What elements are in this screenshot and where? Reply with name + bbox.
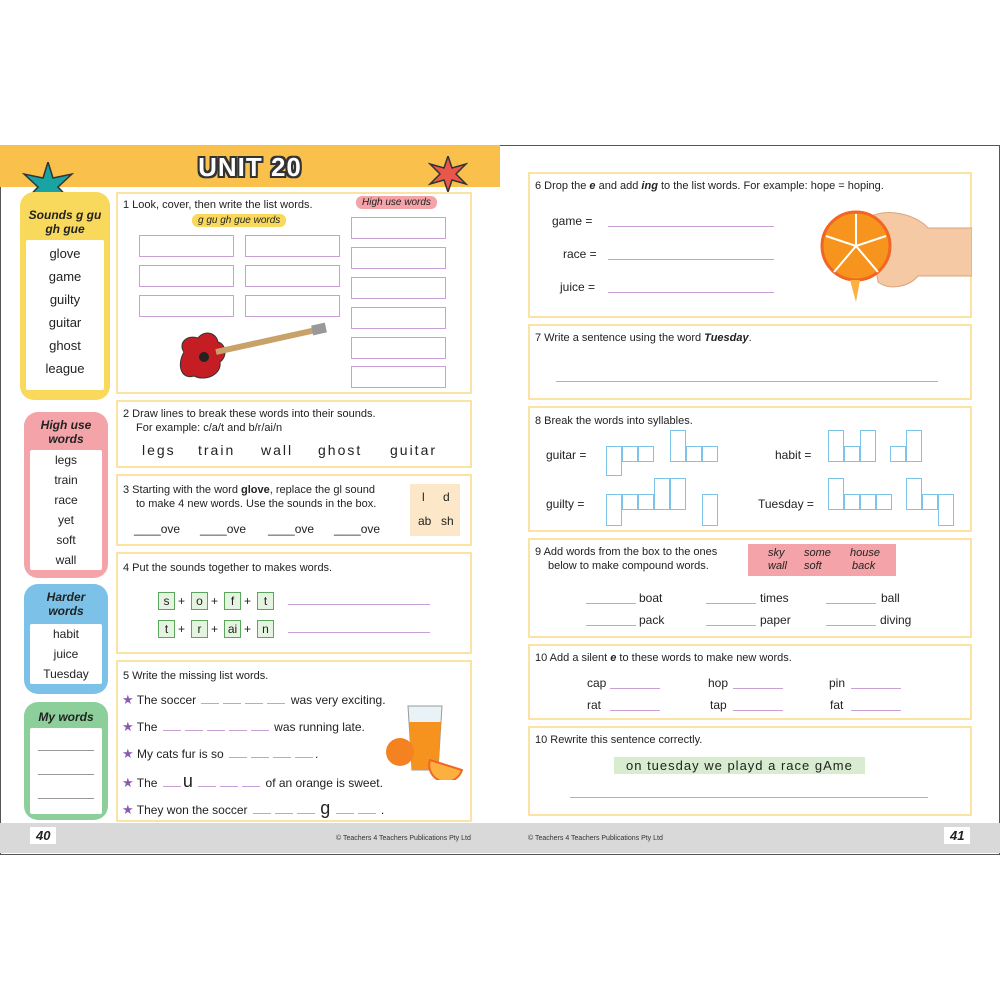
syllable-box[interactable] [606,446,622,476]
syllable-box[interactable] [844,446,860,462]
answer-line[interactable] [586,625,636,626]
syllable-box[interactable] [828,478,844,510]
q3-blank[interactable]: ____ove [200,522,247,536]
sound-tile: ai [224,620,241,638]
syllable-box[interactable] [702,494,718,526]
harder-panel [24,584,108,694]
syllable-box[interactable] [828,430,844,462]
syllable-box[interactable] [876,494,892,510]
syllable-box[interactable] [938,494,954,526]
red-star-icon [428,156,468,192]
q9-word: times [760,591,789,605]
q3-sound-box [410,484,460,536]
q8-word: guilty = [546,497,585,511]
q9-word: paper [760,613,791,627]
answer-box[interactable] [351,277,446,299]
sound-tile: n [257,620,274,638]
q10a-word: rat [587,698,602,712]
q6-word: game = [552,214,593,228]
list-item: guilty [49,292,81,307]
q8-word: habit = [775,448,812,462]
q3-sound: ab [418,514,432,528]
syllable-box[interactable] [686,446,702,462]
star-icon: ★ [122,719,134,734]
list-item: guitar [48,315,82,330]
q3-blank[interactable]: ____ove [268,522,315,536]
q10a-word: pin [829,676,846,690]
syllable-box[interactable] [670,478,686,510]
star-icon: ★ [122,746,134,761]
page-number-left: 40 [30,827,56,844]
star-icon: ★ [122,692,134,707]
answer-line[interactable] [608,259,774,260]
q5-sentence-2[interactable]: ★ The was running late. [122,719,365,734]
answer-line[interactable] [608,292,774,293]
answer-box[interactable] [139,295,234,317]
guitar-icon [176,322,328,388]
answer-line[interactable] [586,603,636,604]
q6-prompt: 6 Drop the e and add ing to the list words. For example: hope = hoping. [535,180,884,192]
syllable-box[interactable] [860,494,876,510]
plus-sign: + [178,622,186,636]
q5-sentence-3[interactable]: ★ My cats fur is so . [122,746,319,761]
q9-word: ball [881,591,900,605]
answer-box[interactable] [245,295,340,317]
plus-sign: + [178,594,186,608]
q8-word: Tuesday = [758,497,814,511]
answer-line[interactable] [706,603,756,604]
answer-line[interactable] [288,632,430,633]
high-use-heading: High use words [40,418,92,446]
q6-word: juice = [560,280,596,294]
q5-sentence-5[interactable]: ★ They won the soccer g . [122,798,385,818]
q2-example: For example: c/a/t and b/r/ai/n [136,422,283,434]
q7-prompt: 7 Write a sentence using the word Tuesday. [535,332,752,344]
answer-box[interactable] [351,307,446,329]
q1-prompt: 1 Look, cover, then write the list words. [123,199,313,211]
answer-line[interactable] [826,625,876,626]
q3-sound: sh [441,514,454,528]
answer-line[interactable] [826,603,876,604]
syllable-box[interactable] [654,478,670,510]
list-item: wall [55,553,77,567]
q2-word[interactable]: train [198,442,236,458]
list-item: ghost [49,338,81,353]
q10a-word: tap [710,698,727,712]
q10b-prompt: 10 Rewrite this sentence correctly. [535,734,703,746]
syllable-box[interactable] [890,446,906,462]
q10a-word: hop [708,676,729,690]
q3-sound: l [422,490,425,504]
answer-line[interactable] [608,226,774,227]
q9-prompt-line2: below to make compound words. [548,560,709,572]
harder-heading: Harder words [46,590,86,618]
q8-word: guitar = [546,448,587,462]
syllable-box[interactable] [638,446,654,462]
answer-box[interactable] [139,235,234,257]
sounds-heading: Sounds g gu gh gue [28,208,102,236]
q1-chip-high-use: High use words [356,196,437,209]
syllable-box[interactable] [922,494,938,510]
answer-line[interactable] [851,688,901,689]
q10a-word: cap [587,676,607,690]
q2-prompt: 2 Draw lines to break these words into their sounds. [123,408,376,420]
harder-list [30,624,102,684]
q10b-sentence: on tuesday we playd a race gAme [614,757,865,774]
footer-band [0,823,1000,853]
answer-line[interactable] [851,710,901,711]
high-use-list [30,450,102,570]
q5-prompt: 5 Write the missing list words. [123,670,269,682]
q8-prompt: 8 Break the words into syllables. [535,415,693,427]
q4-prompt: 4 Put the sounds together to makes words. [123,562,333,574]
q3-blank[interactable]: ____ove [134,522,181,536]
page-number-right: 41 [944,827,970,844]
syllable-box[interactable] [638,494,654,510]
q2-word[interactable]: wall [261,442,294,458]
plus-sign: + [211,594,219,608]
q9-word: diving [880,613,912,627]
sound-tile: r [191,620,208,638]
q9-word: pack [639,613,665,627]
sound-tile: t [158,620,175,638]
list-item: juice [53,647,79,661]
high-use-panel [24,412,108,578]
squeezed-orange-icon [808,198,972,310]
answer-box[interactable] [351,247,446,269]
answer-line[interactable] [733,688,783,689]
sounds-list [26,240,104,390]
syllable-box[interactable] [670,430,686,462]
answer-line[interactable] [610,688,660,689]
answer-line[interactable] [706,625,756,626]
sound-tile: f [224,592,241,610]
copyright-right: © Teachers 4 Teachers Publications Pty Ltd [528,835,663,842]
syllable-box[interactable] [844,494,860,510]
answer-line[interactable] [733,710,783,711]
unit-title: UNIT 20 [198,152,302,182]
answer-box[interactable] [351,217,446,239]
q9-box-word: house [850,547,880,559]
list-item: legs [54,453,77,467]
answer-line[interactable] [556,381,938,382]
sounds-panel [20,192,110,400]
q3-prompt-line2: to make 4 new words. Use the sounds in the box. [136,498,377,510]
sound-tile: o [191,592,208,610]
answer-box[interactable] [245,235,340,257]
list-item: soft [56,533,76,547]
list-item: Tuesday [43,667,89,681]
answer-box[interactable] [139,265,234,287]
sound-tile: t [257,592,274,610]
q2-word[interactable]: ghost [318,442,363,458]
my-words-list[interactable] [30,728,102,814]
q10a-prompt: 10 Add a silent e to these words to make new words. [535,652,792,664]
list-item: yet [57,513,74,527]
answer-box[interactable] [351,366,446,388]
plus-sign: + [244,622,252,636]
answer-line[interactable] [570,797,928,798]
sound-tile: s [158,592,175,610]
list-item: glove [49,246,81,261]
my-words-panel [24,702,108,820]
star-icon: ★ [122,802,134,817]
q3-blank[interactable]: ____ove [334,522,381,536]
copyright-left: © Teachers 4 Teachers Publications Pty Ltd [336,835,471,842]
list-item: race [54,493,78,507]
syllable-box[interactable] [906,430,922,462]
q1-chip-sounds: g gu gh gue words [192,214,286,227]
list-item: league [45,361,85,376]
q9-box-word: wall [768,560,787,572]
answer-line[interactable] [610,710,660,711]
q5-sentence-1[interactable]: ★ The soccer was very exciting. [122,692,386,707]
plus-sign: + [211,622,219,636]
q9-box-word: soft [804,560,822,572]
answer-box[interactable] [351,337,446,359]
syllable-box[interactable] [622,446,638,462]
star-icon: ★ [122,775,134,790]
syllable-box[interactable] [860,430,876,462]
list-item: train [54,473,78,487]
q6-word: race = [563,247,597,261]
q5-sentence-4[interactable]: ★ The u of an orange is sweet. [122,771,383,791]
q9-prompt: 9 Add words from the box to the ones [535,546,718,558]
plus-sign: + [244,594,252,608]
q2-word[interactable]: legs [142,442,176,458]
juice-glass-icon [384,704,466,780]
syllable-box[interactable] [622,494,638,510]
syllable-box[interactable] [606,494,622,526]
q9-box-word: back [852,560,876,572]
q9-box-word: sky [768,547,785,559]
syllable-box[interactable] [906,478,922,510]
q9-word: boat [639,591,663,605]
q10a-word: fat [830,698,844,712]
list-item: habit [52,627,80,641]
my-words-heading: My words [38,710,94,724]
syllable-box[interactable] [702,446,718,462]
list-item: game [48,269,82,284]
q3-prompt-line1: 3 Starting with the word glove, replace the gl sound [123,484,375,496]
answer-box[interactable] [245,265,340,287]
answer-line[interactable] [288,604,430,605]
q9-box-word: some [804,547,831,559]
q2-word[interactable]: guitar [390,442,438,458]
q3-sound: d [443,490,450,504]
